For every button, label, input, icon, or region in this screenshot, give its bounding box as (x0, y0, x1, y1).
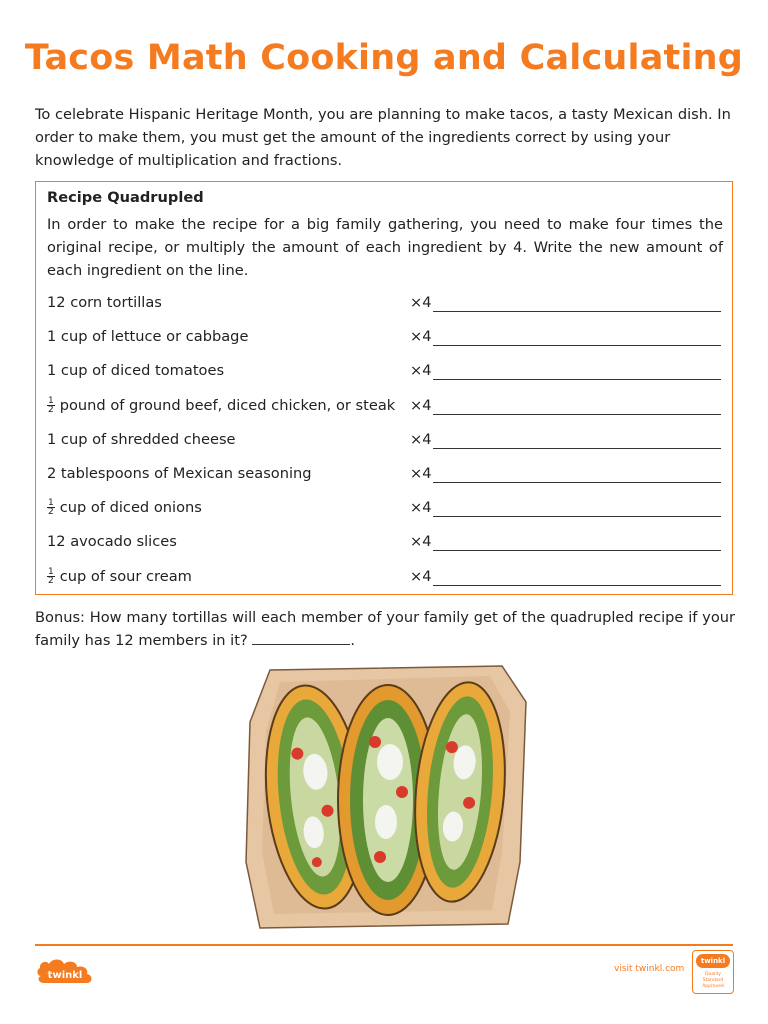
tacos-illustration (240, 662, 530, 932)
bonus-period: . (350, 632, 355, 649)
answer-line[interactable] (433, 516, 721, 517)
ingredient-text: 12 corn tortillas (47, 294, 162, 311)
multiplier-label: ×4 (410, 328, 432, 346)
bonus-question (35, 606, 735, 652)
ingredient-name (47, 362, 224, 379)
fraction-numerator: 1 (48, 498, 54, 509)
ingredient-text: 1 cup of diced tomatoes (47, 362, 225, 380)
multiplier-label: ×4 (410, 396, 432, 414)
bonus-text: Bonus: How many tortillas will each member of your family get of the quadrupled recipe if your family has 12 members in it? (35, 609, 735, 649)
fraction-numerator: 1 (48, 566, 54, 577)
fraction (47, 397, 55, 414)
multiplier-label: ×4 (410, 533, 432, 551)
fraction-numerator: 1 (48, 395, 54, 406)
ingredient-row (47, 465, 723, 487)
ingredient-row (47, 362, 723, 384)
answer-line[interactable] (433, 482, 721, 483)
ingredient-name (47, 499, 202, 516)
ingredient-text: 2 tablespoons of Mexican seasoning (47, 465, 312, 482)
ingredient-row (47, 294, 723, 316)
twinkl-logo[interactable] (35, 954, 99, 988)
ingredient-row (47, 328, 723, 350)
answer-line[interactable] (433, 585, 721, 586)
ingredient-row (47, 533, 723, 555)
ingredient-name (47, 397, 395, 414)
answer-line[interactable] (433, 550, 721, 551)
ingredient-name (47, 294, 162, 311)
ingredient-row (47, 568, 723, 590)
ingredient-name (47, 431, 236, 448)
ingredient-name (47, 533, 177, 550)
site-link[interactable]: visit twinkl.com (614, 964, 685, 974)
ingredient-text: 1 cup of lettuce or cabbage (47, 328, 249, 346)
ingredient-text: 1 cup of shredded cheese (47, 430, 236, 448)
fraction (47, 499, 55, 516)
answer-line[interactable] (433, 345, 721, 346)
footer-divider (35, 944, 733, 946)
page-title: Tacos Math Cooking and Calculating (24, 38, 744, 78)
recipe-heading: Recipe Quadrupled (47, 189, 204, 206)
ingredient-text: 12 avocado slices (47, 533, 177, 551)
multiplier-label: ×4 (410, 465, 432, 482)
ingredient-row (47, 499, 723, 521)
ingredient-row (47, 431, 723, 453)
ingredient-row (47, 397, 723, 419)
ingredient-name (47, 465, 312, 482)
intro-paragraph: To celebrate Hispanic Heritage Month, you are planning to make tacos, a tasty Mexican dish. In order to make them, you must get the amount of the ingredients correct by using your knowledge of multiplication and fractions. (35, 106, 731, 169)
ingredient-text: cup of sour cream (59, 567, 192, 585)
multiplier-label: ×4 (410, 362, 432, 380)
multiplier-label: ×4 (410, 430, 432, 448)
ingredient-text: pound of ground beef, diced chicken, or steak (59, 396, 396, 414)
fraction (47, 568, 55, 585)
quality-badge (692, 950, 734, 994)
fraction-denominator: 2 (48, 507, 54, 518)
answer-line[interactable] (433, 311, 721, 312)
answer-line[interactable] (433, 414, 721, 415)
badge-caption: Quality Standard Approved (702, 972, 724, 989)
badge-brand: twinkl (696, 954, 730, 968)
ingredient-name (47, 568, 192, 585)
multiplier-label: ×4 (410, 567, 432, 585)
multiplier-label: ×4 (410, 499, 432, 517)
fraction-denominator: 2 (48, 575, 54, 586)
ingredient-text: cup of diced onions (59, 499, 202, 517)
answer-line[interactable] (433, 379, 721, 380)
logo-text: twinkl (47, 970, 83, 981)
recipe-instructions: In order to make the recipe for a big family gathering, you need to make four times the original recipe, or multiply the amount of each ingredient by 4. Write the new amount of each ingredient on the line. (47, 216, 723, 279)
multiplier-label: ×4 (410, 294, 432, 311)
fraction-denominator: 2 (48, 404, 54, 415)
recipe-box (35, 181, 733, 595)
ingredient-name (47, 328, 248, 345)
answer-line[interactable] (433, 448, 721, 449)
bonus-answer-line[interactable] (252, 631, 350, 645)
